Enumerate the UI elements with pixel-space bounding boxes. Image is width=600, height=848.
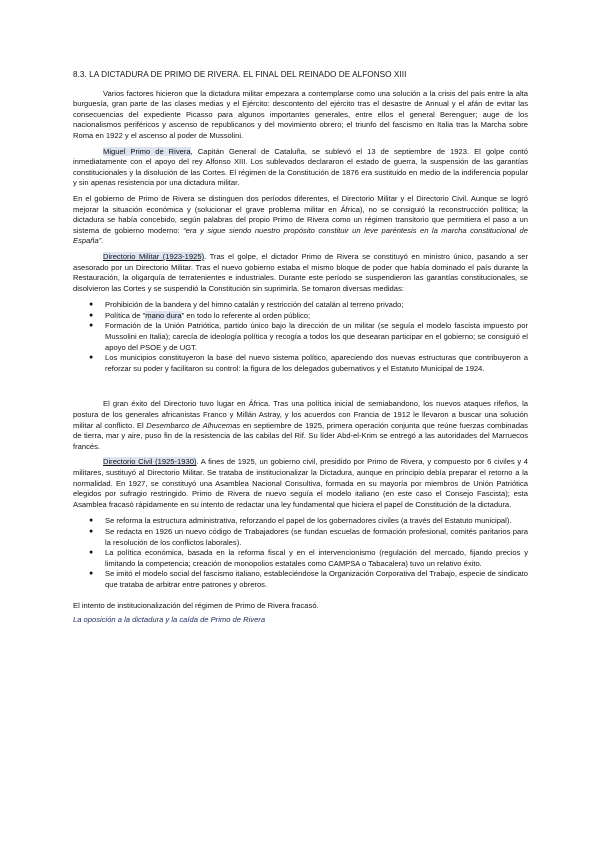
military-directory-text: . Tras el golpe, el dictador Primo de Rivera se constituyó en ministro único, pasando a ser asesorado por un Directorio Militar. Tras el nuevo gobierno estaba el mismo bloque de poder que había dominado el país durante la Restauración, la oligarquía de terratenientes e industriales. Durante este período se suspendieron las garantías constitucionales, se disolvieron las Cortes y se suspendió la Constitución sin suprimirla. Se tomaron diversas medidas:: [73, 251, 528, 293]
primo-quote: “era y sigue siendo nuestro propósito constituir un leve paréntesis en la marcha constitucional de España”.: [73, 225, 529, 246]
bullet-icon: ●: [89, 527, 94, 535]
civil-directory-heading: Directorio Civil (1925-1930): [103, 457, 197, 467]
document-body: [73, 68, 528, 631]
section-title: 8.3. LA DICTADURA DE PRIMO DE RIVERA. EL FINAL DEL REINADO DE ALFONSO XIII: [73, 70, 407, 79]
bullet-icon: ●: [89, 570, 94, 578]
desembarco-alhucemas: Desembarco de Alhucemas: [146, 420, 241, 430]
list-item: ● Prohibición de la bandera y del himno catalán y restricción del catalán al terreno privado;: [89, 300, 404, 310]
list-item: ● Se imitó el modelo social del fascismo italiano, estableciéndose la Organización Corporativa del Trabajo, especie de sindicato que trataba de arbitrar entre patrones y obreros.: [89, 569, 528, 589]
highlight-primo-de-rivera: Miguel Primo de Rivera: [103, 146, 191, 156]
periods-text: En el gobierno de Primo de Rivera se distinguen dos períodos diferentes, el Directorio Militar y el Directorio Civil. Aunque se logró mejorar la situación económica y (solucionar el grave problema militar en África), no se consiguió la reconstrucción política; la dictadura se había concebido, según palabras del propio Primo de Rivera como un régimen transitorio que permitiera el paso a un sistema de gobierno moderno:: [73, 193, 528, 235]
subsection-title: La oposición a la dictadura y la caída de Primo de Rivera: [73, 615, 266, 625]
civil-measures-list: [73, 516, 528, 590]
list-item: ● Política de "mano dura" en todo lo referente al orden público;: [89, 310, 311, 320]
spacer: [73, 384, 528, 399]
intro-paragraph: Varios factores hicieron que la dictadura militar empezara a contemplarse como una solución a la crisis del país entre la alta burguesía, gran parte de las clases medias y el Ejército: descontento del ejército tras el desastre de Annual y el afán de evitar las consecuencias del expediente Picasso para algunos importantes generales, entre ellos el general Berenguer; auge de los nacionalismos periféricos y ascenso de republicanos y del movimiento obrero; el triunfo del fascismo en Italia tras la Marcha sobre Roma en 1922 y el ascenso al poder de Mussolini.: [73, 88, 528, 140]
list-item: ● Los municipios constituyeron la base del nuevo sistema político, apareciendo dos nuevas estructuras que contribuyeron a reforzar su poder y facilitaron su control: la figura de los delegados gubernativos y el Estatuto Municipal de 1924.: [89, 353, 528, 373]
bullet-icon: ●: [89, 301, 94, 309]
periods-paragraph: [73, 194, 528, 247]
military-directory-paragraph: [73, 252, 528, 294]
bullet-icon: ●: [89, 549, 94, 557]
list-item: ● Se redacta en 1926 un nuevo código de Trabajadores (se fundan escuelas de formación profesional, comités paritarios para la resolución de los conflictos laborales).: [89, 526, 528, 547]
africa-paragraph: El gran éxito del Directorio tuvo lugar en África. Tras una política inicial de semiabandono, los nuevos ataques rifeños, la postura de los generales africanistas Franco y Millán Astray, y los acuerdos con Francia de 1912 le llevaron a buscar una solución militar al conflicto. El Desembarco de Alhucemas en septiembre de 1925, primera operación conjunta que reúne fuerzas combinadas de tierra, mar y aire, puso fin de la resistencia de las cabilas del Rif. Su líder Abd-el-Krim se entregó a las autoridades del Marruecos francés.: [73, 399, 528, 451]
bullet-icon: ●: [89, 354, 94, 362]
bullet-icon: ●: [89, 517, 94, 525]
bullet-icon: ●: [89, 311, 94, 319]
civil-directory-paragraph: [73, 457, 528, 510]
bullet-icon: ●: [89, 322, 94, 330]
coup-text: , Capitán General de Cataluña, se sublevó el 13 de septiembre de 1923. El golpe contó inmediatamente con el apoyo del rey Alfonso XIII. Los sublevados declararon el estado de guerra, la suspensión de las garantías constitucionales y la disolución de las Cortes. El régimen de la Constitución de 1876 era sustituido en medio de la indiferencia popular y sin apenas resistencia por una dictadura militar.: [73, 146, 529, 188]
closing-sentence: El intento de institucionalización del régimen de Primo de Rivera fracasó.: [73, 600, 319, 610]
military-measures-list: [73, 300, 528, 374]
military-directory-heading: Directorio Militar (1923-1925): [103, 251, 205, 261]
civil-directory-text: . A fines de 1925, un gobierno civil, presidido por Primo de Rivera, y compuesto por 6 civiles y 4 militares, sustituyó al Directorio Militar. Se trataba de institucionalizar la Dictadura, aunque en principio debía preparar el retorno a la normalidad. En 1927, se constituyó una Asamblea Nacional Consultiva, formada en su mayoría por miembros de Unión Patriótica elegidos por sufragio restringido. Primo de Rivera de nuevo seguía el modelo italiano (en este caso el Consejo Fascista); esta Asamblea fracasó rápidamente en su intento de redactar una ley fundamental que hiciera el papel de Constitución de la dictadura.: [73, 457, 528, 509]
list-item: ● La política económica, basada en la reforma fiscal y en el intervencionismo (regulación del mercado, fijando precios y limitando la competencia; creación de monopolios estatales como CAMPSA o Tabacalera) tuvo un relativo éxito.: [89, 548, 528, 568]
highlight-mano-dura: mano dura: [145, 310, 182, 320]
list-item: ● Formación de la Unión Patriótica, partido único bajo la dirección de un militar (se seguía el modelo fascista impuesto por Mussolini en Italia); carecía de ideología política y recogía a todos los que desearan participar en el gobierno; se consiguió el apoyo del PSOE y de UGT.: [89, 321, 528, 352]
coup-paragraph: [73, 147, 528, 189]
list-item: ● Se reforma la estructura administrativa, reforzando el papel de los gobernadores civiles (a través del Estatuto municipal).: [89, 516, 512, 526]
